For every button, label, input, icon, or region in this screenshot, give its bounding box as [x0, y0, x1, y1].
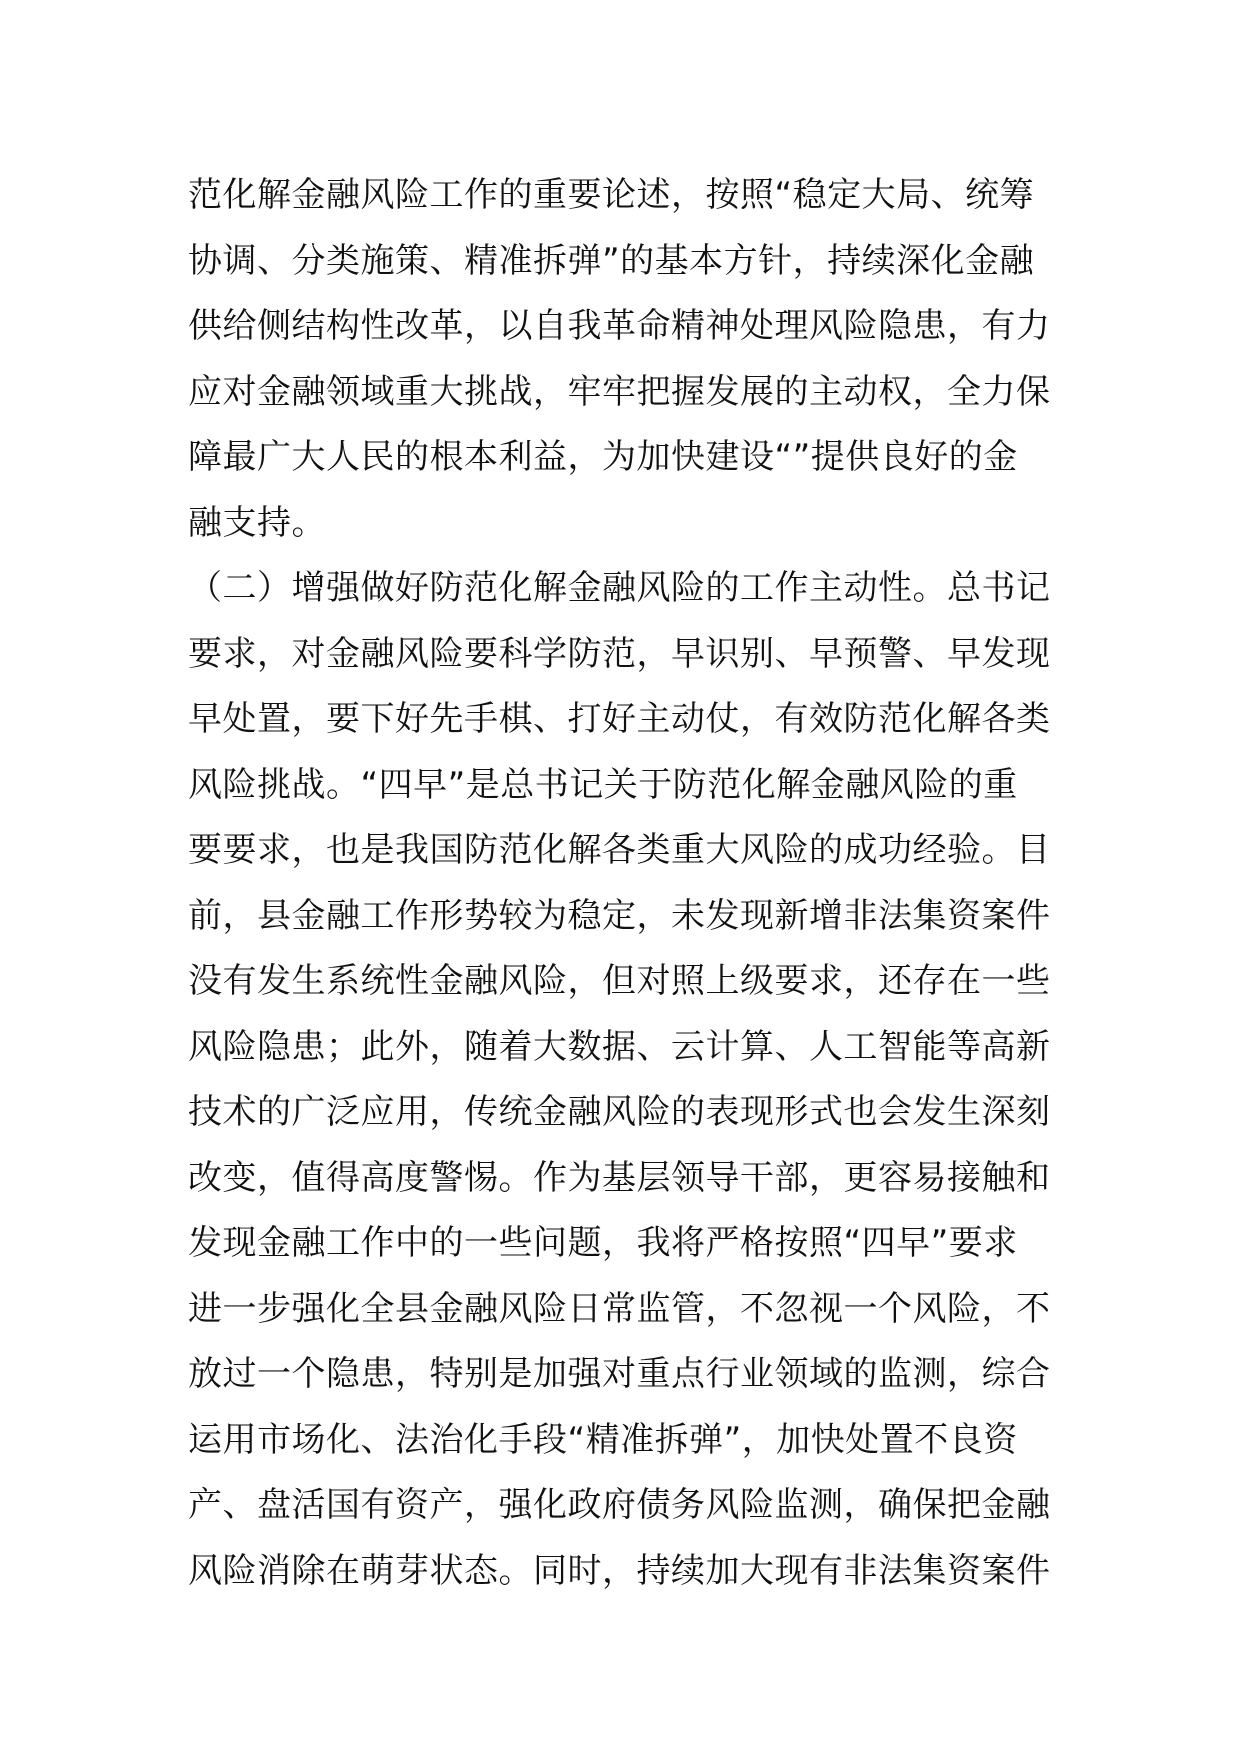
text-line: 要要求，也是我国防范化解各类重大风险的成功经验。目: [188, 830, 1051, 870]
text-line: 早处置，要下好先手棋、打好主动仗，有效防范化解各类: [188, 699, 1051, 739]
text-line: 进一步强化全县金融风险日常监管，不忽视一个风险，不: [188, 1288, 1051, 1329]
text-line: 要求，对金融风险要科学防范，早识别、早预警、早发现: [188, 633, 1051, 674]
text-line: 风险隐患；此外，随着大数据、云计算、人工智能等高新: [188, 1026, 1051, 1067]
text-line: 协调、分类施策、精准拆弹”的基本方针，持续深化金融: [188, 240, 1035, 281]
text-line: 前，县金融工作形势较为稳定，未发现新增非法集资案件: [188, 895, 1051, 936]
section-heading-line: （二）增强做好防范化解金融风险的工作主动性。总书记: [188, 568, 1051, 608]
text-line: 应对金融领域重大挑战，牢牢把握发展的主动权，全力保: [188, 371, 1051, 412]
text-line: 融支持。: [188, 502, 326, 543]
text-line: 范化解金融风险工作的重要论述，按照“稳定大局、统筹: [188, 175, 1035, 215]
text-line: 风险挑战。“四早”是总书记关于防范化解金融风险的重: [188, 764, 1018, 805]
body-text: [188, 163, 1068, 1604]
text-line: 没有发生系统性金融风险，但对照上级要求，还存在一些: [188, 961, 1051, 1001]
text-line: 产、盘活国有资产，强化政府债务风险监测，确保把金融: [188, 1485, 1051, 1525]
text-line: 障最广大人民的根本利益，为加快建设“”提供良好的金: [188, 437, 1018, 477]
text-line: 发现金融工作中的一些问题，我将严格按照“四早”要求: [188, 1223, 1018, 1263]
text-line: 技术的广泛应用，传统金融风险的表现形式也会发生深刻: [188, 1092, 1051, 1132]
text-line: 放过一个隐患，特别是加强对重点行业领域的监测，综合: [188, 1354, 1051, 1394]
text-line: 供给侧结构性改革，以自我革命精神处理风险隐患，有力: [188, 306, 1051, 346]
text-line: 运用市场化、法治化手段“精准拆弹”，加快处置不良资: [188, 1419, 1018, 1460]
text-line: 风险消除在萌芽状态。同时，持续加大现有非法集资案件: [188, 1550, 1051, 1591]
text-line: 改变，值得高度警惕。作为基层领导干部，更容易接触和: [188, 1157, 1051, 1198]
